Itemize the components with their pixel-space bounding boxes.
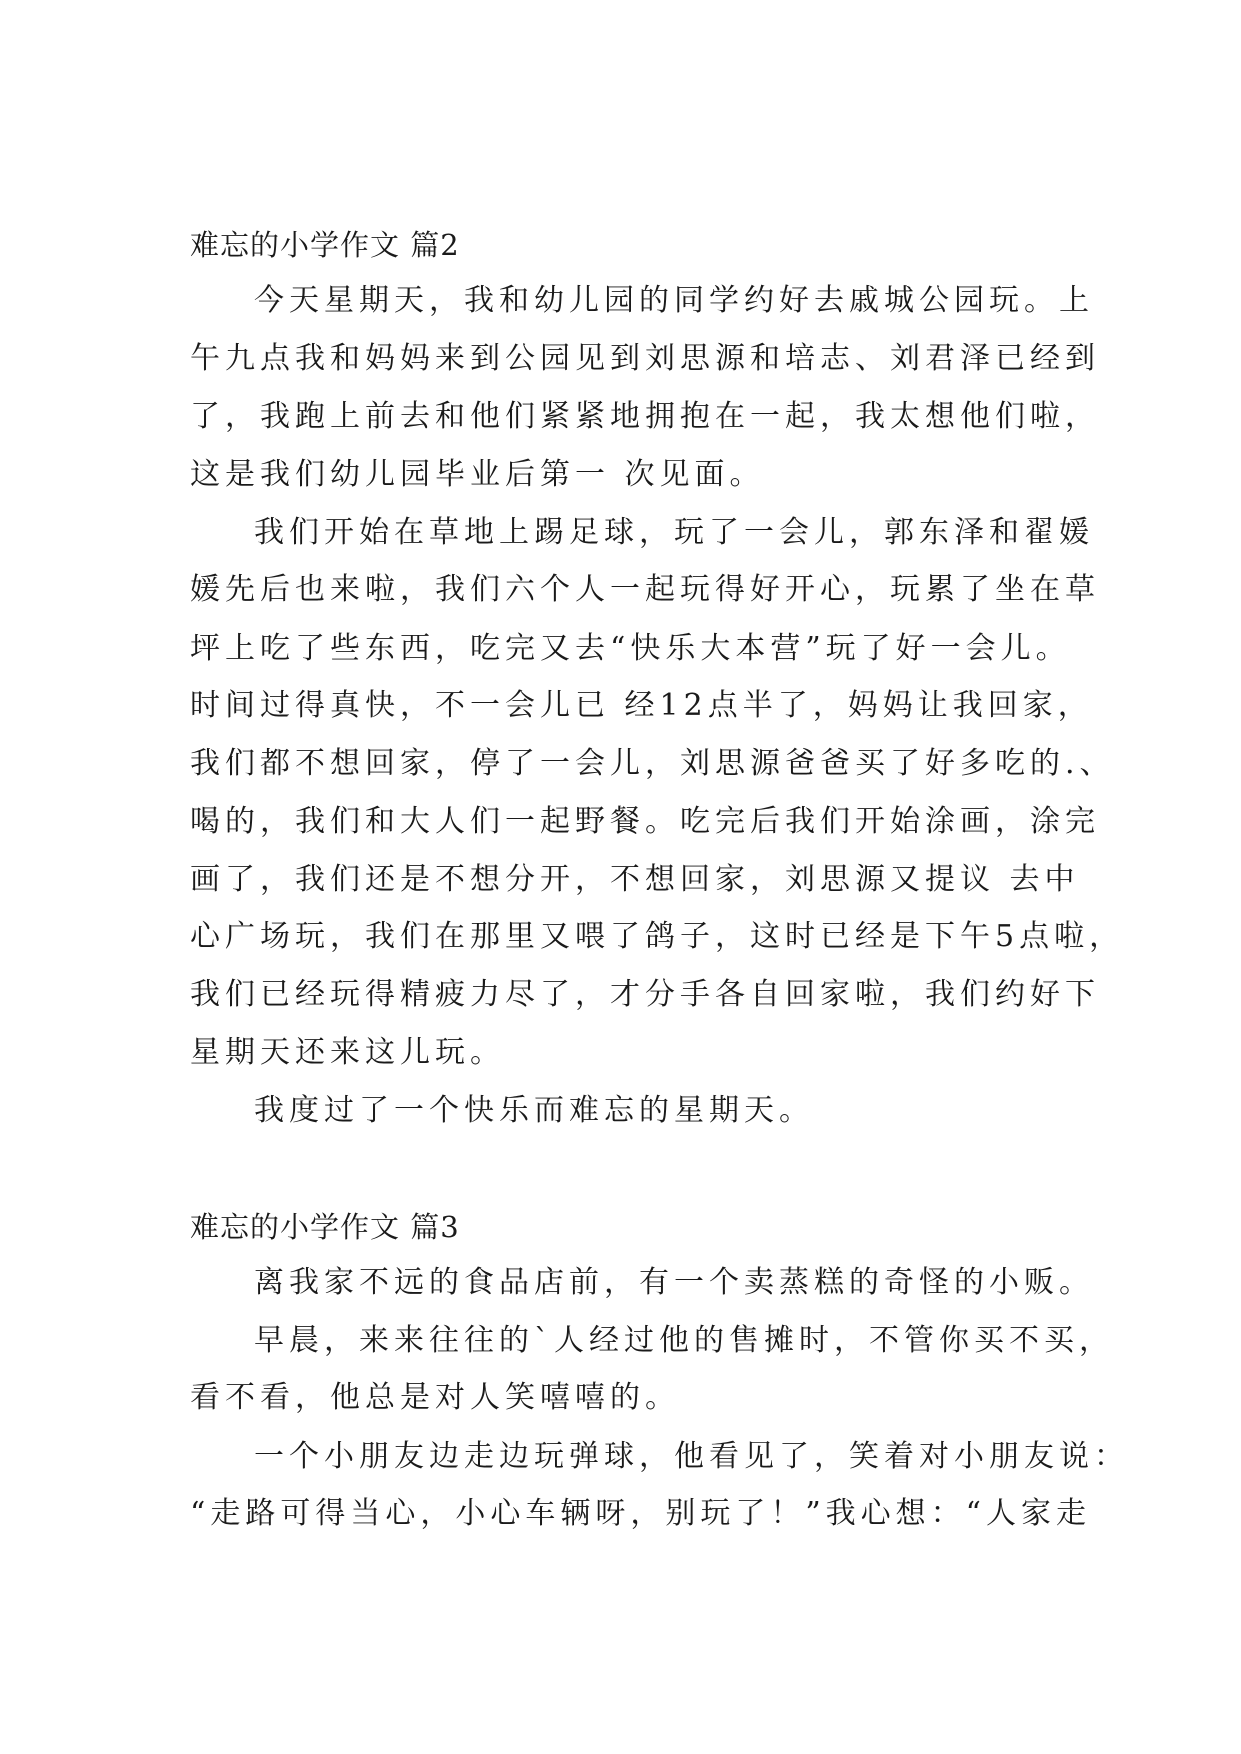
- paragraph-line: 离我家不远的食品店前，有一个卖蒸糕的奇怪的小贩。: [254, 1265, 1094, 1300]
- paragraph-line: 午九点我和妈妈来到公园见到刘思源和培志、刘君泽已经到: [190, 341, 1100, 376]
- paragraph-line: 喝的，我们和大人们一起野餐。吃完后我们开始涂画，涂完: [190, 804, 1100, 839]
- section-3-heading: 难忘的小学作文 篇3: [190, 1210, 460, 1244]
- paragraph-line: 心广场玩，我们在那里又喂了鸽子，这时已经是下午5点啦，: [190, 919, 1125, 954]
- paragraph-line: 坪上吃了些东西，吃完又去“快乐大本营”玩了好一会儿。: [190, 631, 1071, 666]
- paragraph-line: “走路可得当心，小心车辆呀，别玩了！”我心想：“人家走: [190, 1496, 1092, 1531]
- paragraph-line: 我们开始在草地上踢足球，玩了一会儿，郭东泽和翟媛: [254, 515, 1094, 550]
- paragraph-line: 看不看，他总是对人笑嘻嘻的。: [190, 1380, 680, 1415]
- paragraph-line: 我们都不想回家，停了一会儿，刘思源爸爸买了好多吃的.、: [190, 746, 1115, 781]
- paragraph-line: 星期天还来这儿玩。: [190, 1035, 505, 1070]
- paragraph-line: 时间过得真快，不一会儿已 经12点半了，妈妈让我回家，: [190, 688, 1093, 723]
- section-2-heading: 难忘的小学作文 篇2: [190, 228, 460, 262]
- paragraph-line: 我们已经玩得精疲力尽了，才分手各自回家啦，我们约好下: [190, 977, 1100, 1012]
- paragraph-line: 我度过了一个快乐而难忘的星期天。: [254, 1093, 814, 1128]
- paragraph-line: 今天星期天，我和幼儿园的同学约好去戚城公园玩。上: [254, 283, 1094, 318]
- paragraph-line: 了，我跑上前去和他们紧紧地拥抱在一起，我太想他们啦，: [190, 399, 1100, 434]
- paragraph-line: 一个小朋友边走边玩弹球，他看见了，笑着对小朋友说：: [254, 1439, 1129, 1474]
- paragraph-line: 这是我们幼儿园毕业后第一 次见面。: [190, 457, 765, 492]
- paragraph-line: 画了，我们还是不想分开，不想回家，刘思源又提议 去中: [190, 862, 1080, 897]
- document-page: [190, 0, 1129, 1754]
- paragraph-line: 媛先后也来啦，我们六个人一起玩得好开心，玩累了坐在草: [190, 572, 1100, 607]
- paragraph-line: 早晨，来来往往的`人经过他的售摊时，不管你买不买，: [254, 1323, 1114, 1358]
